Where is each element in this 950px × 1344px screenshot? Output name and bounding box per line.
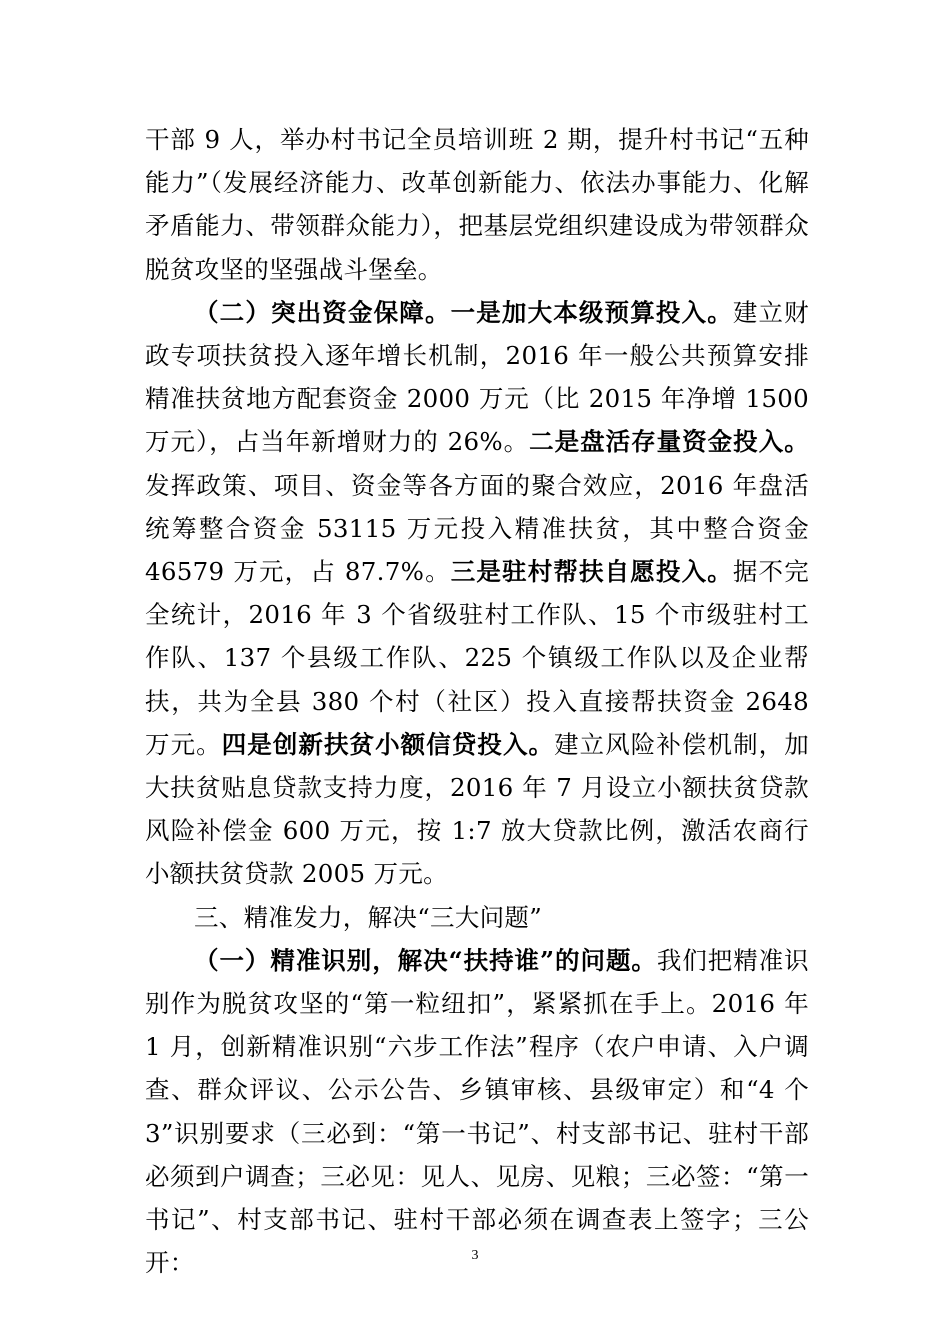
body-text: 三、精准发力，解决“三大问题” bbox=[194, 902, 543, 932]
body-text: 建立财政专项扶贫投入逐年增长机制，2016 年一般公共预算安排精准扶贫地方配套资金 2000 万元（比 2015 年净增 1500 万元），占当年新增财力的 26%。 bbox=[145, 297, 809, 457]
body-text: 干部 9 人，举办村书记全员培训班 2 期，提升村书记“五种能力”（发展经济能力、改革创新能力、依法办事能力、化解矛盾能力、带领群众能力），把基层党组织建设成为带领群众脱贫攻坚的坚强战斗堡垒。 bbox=[145, 125, 809, 284]
bold-heading-text: （一）精准识别，解决“扶持谁”的问题。 bbox=[194, 945, 657, 975]
page-number: 3 bbox=[471, 1248, 479, 1263]
document-body bbox=[145, 118, 809, 1284]
bold-heading-text: 四是创新扶贫小额信贷投入。 bbox=[221, 729, 555, 759]
body-text: 据不完全统计，2016 年 3 个省级驻村工作队、15 个市级驻村工作队、137 个县级工作队、225 个镇级工作队以及企业帮扶，共为全县 380 个村（社区）投入直接帮扶资金 2648 万元。 bbox=[145, 557, 809, 759]
paragraph bbox=[145, 939, 809, 1285]
paragraph bbox=[145, 896, 809, 939]
bold-heading-text: （二）突出资金保障。一是加大本级预算投入。 bbox=[194, 297, 733, 327]
bold-heading-text: 三是驻村帮扶自愿投入。 bbox=[450, 557, 733, 587]
body-text: 我们把精准识别作为脱贫攻坚的“第一粒纽扣”，紧紧抓在手上。2016 年 1 月，创新精准识别“六步工作法”程序（农户申请、入户调查、群众评议、公示公告、乡镇审核、县级审定）和“4 个 3”识别要求（三必到：“第一书记”、村支部书记、驻村干部必须到户调查；三必见：见人、见房、见粮；三必签：“第一书记”、村支部书记、驻村干部必须在调查表上签字；三公开： bbox=[145, 945, 809, 1278]
body-text: 建立风险补偿机制，加大扶贫贴息贷款支持力度，2016 年 7 月设立小额扶贫贷款风险补偿金 600 万元，按 1:7 放大贷款比例，激活农商行小额扶贫贷款 2005 万元。 bbox=[145, 729, 810, 889]
paragraph bbox=[145, 118, 809, 291]
paragraph bbox=[145, 291, 809, 896]
bold-heading-text: 二是盘活存量资金投入。 bbox=[529, 427, 809, 457]
body-text: 发挥政策、项目、资金等各方面的聚合效应，2016 年盘活统筹整合资金 53115 万元投入精准扶贫，其中整合资金 46579 万元，占 87.7%。 bbox=[145, 470, 809, 587]
